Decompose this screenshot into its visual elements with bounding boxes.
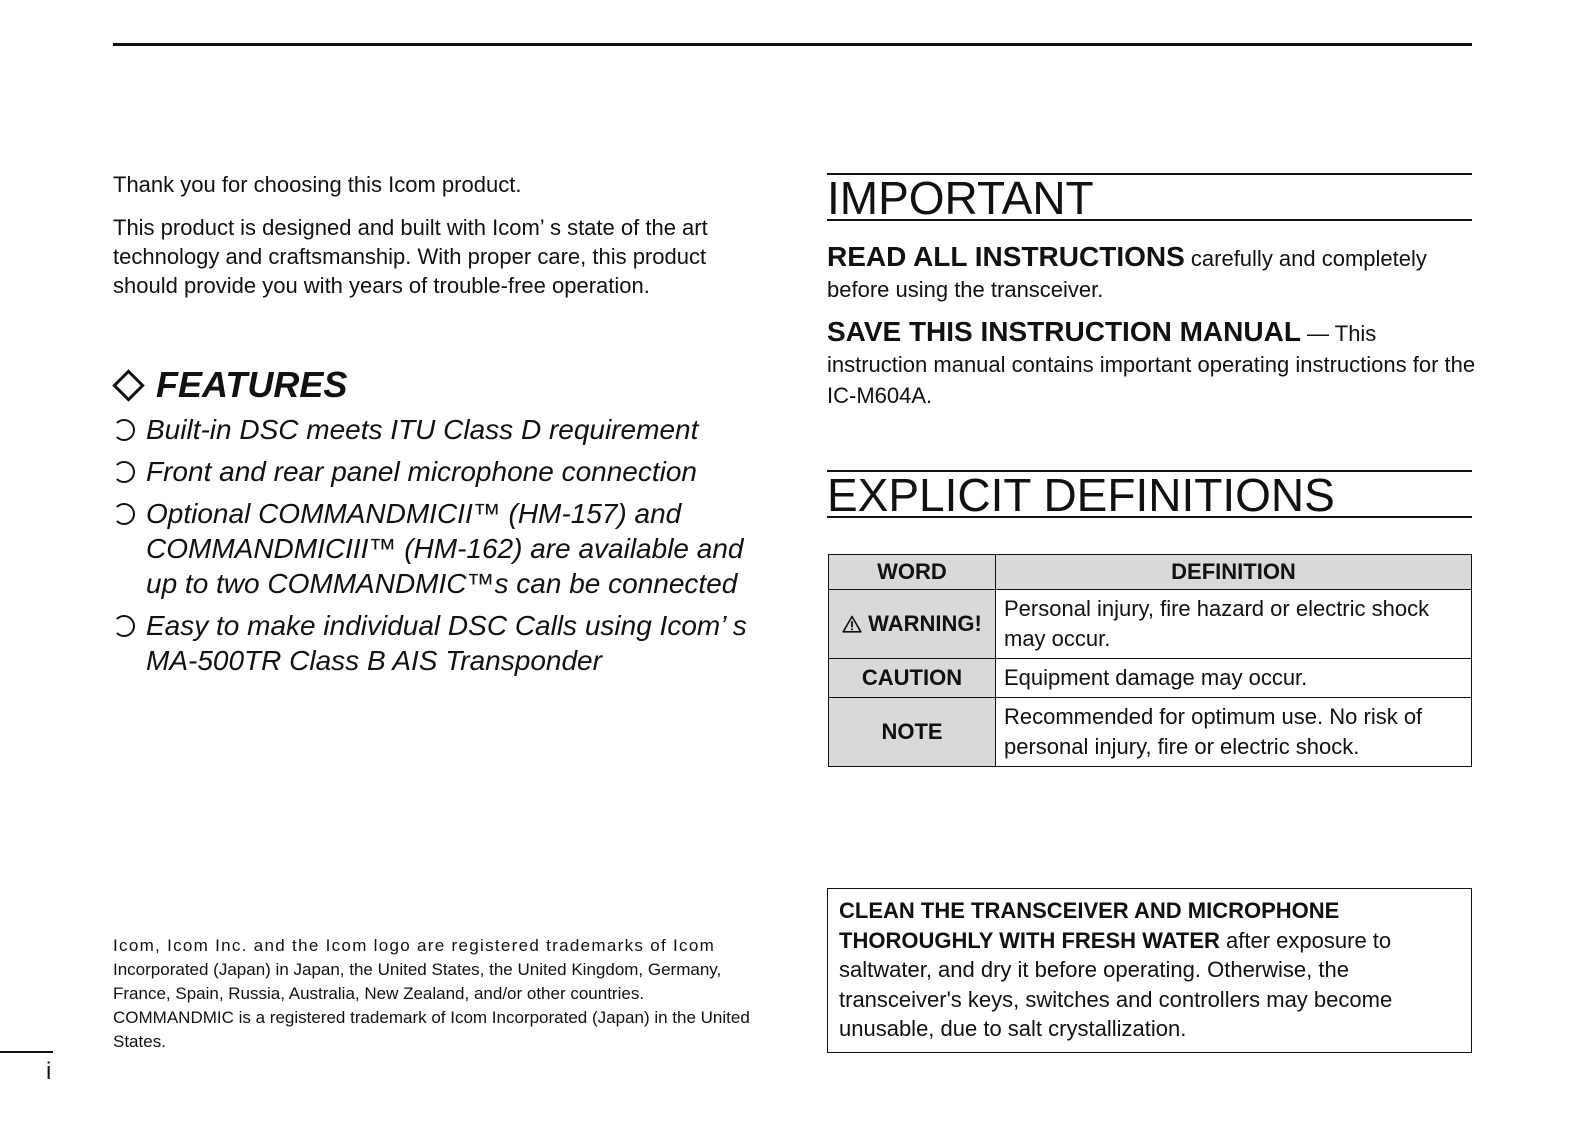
trademark-rest: Incorporated (Japan) in Japan, the United States, the United Kingdom, Germany, France, Spain, Russia, Australia, New Zealand, and/or other countries. COMMANDMIC is a registered trademark of Icom Incorporated (Japan) in the United States. [113,960,750,1051]
clean-rest: after exposure to saltwater, and dry it before operating. Otherwise, the transceiver's keys, switches and controllers may become unusable, due to salt crystallization. [839,927,1393,1041]
trademark-notice [113,934,763,1054]
word-text: WARNING! [868,611,982,636]
diamond-icon [112,369,145,402]
word-cell: NOTE [829,698,996,767]
read-all-lead: READ ALL INSTRUCTIONS [827,241,1185,272]
feature-text: Optional COMMANDMICII™ (HM-157) and COMMANDMICIII™ (HM-162) are available and up to two COMMANDMIC™s can be connected [146,498,744,599]
read-all-instructions [827,241,1477,305]
table-row [829,698,1472,767]
list-item [113,496,773,601]
definition-cell: Personal injury, fire hazard or electric shock may occur. [996,590,1472,659]
save-instruction-manual [827,316,1477,411]
circle-bullet-icon [113,503,135,525]
cleaning-notice-box [827,888,1472,1053]
header-definition: DEFINITION [996,555,1472,590]
feature-text: Front and rear panel microphone connection [146,456,698,487]
explicit-definitions-heading: EXPLICIT DEFINITIONS [827,470,1472,518]
definition-cell: Equipment damage may occur. [996,659,1472,698]
read-all-rest: carefully and completely before using the transceiver. [827,246,1427,302]
top-rule [113,43,1472,46]
word-cell: CAUTION [829,659,996,698]
circle-bullet-icon [113,419,135,441]
features-title: FEATURES [156,364,348,405]
list-item [113,412,773,447]
word-cell [829,590,996,659]
table-header-row [829,555,1472,590]
save-lead: SAVE THIS INSTRUCTION MANUAL [827,316,1301,347]
warning-triangle-icon [842,613,862,631]
features-list [113,412,773,685]
list-item [113,608,773,678]
features-heading [113,364,347,406]
thanks-text: Thank you for choosing this Icom product. [113,172,522,197]
table-row [829,659,1472,698]
page-number: i [46,1058,52,1085]
clean-lead: CLEAN THE TRANSCEIVER AND MICROPHONE THOROUGHLY WITH FRESH WATER [839,898,1340,953]
save-rest: — This instruction manual contains important operating instructions for the IC-M604A. [827,321,1476,408]
circle-bullet-icon [113,615,135,637]
header-word: WORD [829,555,996,590]
definitions-table [828,554,1472,767]
trademark-line1: Icom, Icom Inc. and the Icom logo are registered trademarks of Icom [113,936,716,955]
list-item [113,454,773,489]
circle-bullet-icon [113,461,135,483]
table-row [829,590,1472,659]
page-number-rule [0,1051,53,1053]
intro-text: This product is designed and built with Icom’ s state of the art technology and craftsmanship. With proper care, this product should provide you with years of trouble-free operation. [113,215,708,298]
feature-text: Easy to make individual DSC Calls using Icom’ s MA-500TR Class B AIS Transponder [146,610,747,676]
definition-cell: Recommended for optimum use. No risk of personal injury, fire or electric shock. [996,698,1472,767]
important-heading: IMPORTANT [827,173,1472,221]
feature-text: Built-in DSC meets ITU Class D requirement [146,414,699,445]
